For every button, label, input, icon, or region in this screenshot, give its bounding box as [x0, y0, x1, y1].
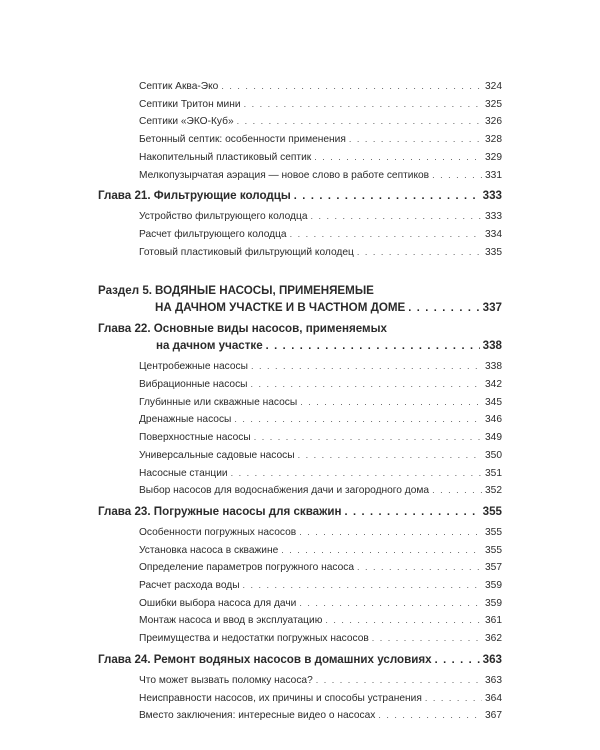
entry-page: 326 — [485, 116, 502, 128]
dot-leader — [294, 188, 480, 205]
chapter-title: Глава 23. Погружные насосы для скважин — [98, 504, 342, 518]
chapter-title: Глава 21. Фильтрующие колодцы — [98, 189, 291, 203]
toc-entry — [139, 559, 502, 577]
toc-entry — [139, 149, 502, 167]
section-title-line2: НА ДАЧНОМ УЧАСТКЕ И В ЧАСТНОМ ДОМЕ — [155, 301, 406, 315]
toc-entry — [139, 429, 502, 447]
dot-leader — [266, 338, 480, 355]
section-title-line1: ВОДЯНЫЕ НАСОСЫ, ПРИМЕНЯЕМЫЕ — [155, 284, 374, 298]
dot-leader — [290, 226, 482, 243]
dot-leader — [378, 707, 482, 724]
entry-page: 342 — [485, 379, 502, 391]
toc-entry — [139, 131, 502, 149]
entry-page: 351 — [485, 467, 502, 479]
entry-page: 359 — [485, 597, 502, 609]
chapter-23-heading — [98, 503, 502, 521]
toc-entry — [139, 167, 502, 185]
toc-entry — [139, 690, 502, 708]
entry-title: Ошибки выбора насоса для дачи — [139, 597, 297, 609]
entry-page: 352 — [485, 485, 502, 497]
entry-title: Насосные станции — [139, 467, 228, 479]
entry-title: Определение параметров погружного насоса — [139, 562, 355, 574]
entry-page: 324 — [485, 81, 502, 92]
dot-leader — [432, 482, 482, 499]
entry-page: 331 — [485, 169, 502, 181]
chapter-page: 338 — [482, 339, 502, 353]
entry-title: Септики Тритон мини — [139, 98, 241, 110]
section-page: 337 — [482, 301, 502, 315]
entry-page: 350 — [485, 449, 502, 461]
chapter-21-heading — [98, 187, 502, 205]
entry-title: Универсальные садовые насосы — [139, 449, 295, 461]
entry-page: 355 — [485, 526, 502, 538]
entry-title: Преимущества и недостатки погружных насосов — [139, 633, 369, 645]
chapter-page: 333 — [482, 189, 502, 203]
entry-title: Мелкопузырчатая аэрация — новое слово в работе септиков — [139, 169, 430, 181]
toc-group-septics — [98, 78, 502, 184]
dot-leader — [299, 524, 482, 541]
toc-entry — [139, 411, 502, 429]
entry-title: Что может вызвать поломку насоса? — [139, 674, 313, 686]
entry-title: Бетонный септик: особенности применения — [139, 134, 346, 146]
entry-page: 363 — [485, 674, 502, 686]
dot-leader — [310, 208, 482, 225]
toc-entry — [139, 394, 502, 412]
dot-leader — [243, 577, 482, 594]
chapter-page: 355 — [482, 504, 502, 518]
toc-entry — [139, 376, 502, 394]
entry-page: 367 — [485, 710, 502, 722]
entry-title: Расчет расхода воды — [139, 580, 240, 592]
dot-leader — [325, 612, 482, 629]
entry-page: 346 — [485, 414, 502, 426]
toc-entry — [139, 113, 502, 131]
dot-leader — [281, 542, 482, 559]
entry-title: Вместо заключения: интересные видео о насосах — [139, 710, 376, 722]
dot-leader — [237, 113, 482, 130]
entry-page: 362 — [485, 633, 502, 645]
entry-title: Дренажные насосы — [139, 414, 232, 426]
toc-entry — [139, 524, 502, 542]
toc-entry — [139, 630, 502, 648]
section-5-heading — [98, 282, 502, 317]
toc-entry — [139, 707, 502, 725]
entry-title: Накопительный пластиковый септик — [139, 151, 312, 163]
dot-leader — [314, 149, 482, 166]
entry-title: Устройство фильтрующего колодца — [139, 211, 308, 223]
dot-leader — [254, 429, 482, 446]
dot-leader — [244, 96, 482, 113]
entry-page: 359 — [485, 580, 502, 592]
dot-leader — [299, 595, 482, 612]
dot-leader — [432, 167, 482, 184]
entry-page: 364 — [485, 692, 502, 704]
dot-leader — [234, 411, 482, 428]
entry-title: Глубинные или скважные насосы — [139, 396, 298, 408]
dot-leader — [300, 394, 482, 411]
dot-leader — [251, 358, 482, 375]
dot-leader — [251, 376, 483, 393]
toc-entry — [139, 447, 502, 465]
chapter-24-heading — [98, 651, 502, 669]
dot-leader — [349, 131, 482, 148]
entry-title: Готовый пластиковый фильтрующий колодец — [139, 246, 354, 258]
entry-page: 328 — [485, 134, 502, 146]
chapter-22-heading — [98, 320, 502, 355]
dot-leader — [231, 465, 482, 482]
entry-page: 349 — [485, 432, 502, 444]
toc-entry — [139, 465, 502, 483]
toc-entry — [139, 542, 502, 560]
toc-entry — [139, 482, 502, 500]
chapter-title-line2: на дачном участке — [156, 339, 263, 353]
dot-leader — [408, 300, 479, 317]
entry-title: Расчет фильтрующего колодца — [139, 228, 287, 240]
entry-title: Центробежные насосы — [139, 361, 248, 373]
toc-entry — [139, 78, 502, 96]
dot-leader — [425, 690, 482, 707]
entry-page: 333 — [485, 211, 502, 223]
entry-title: Установка насоса в скважине — [139, 544, 279, 556]
section-label: Раздел 5. — [98, 284, 152, 298]
entry-page: 335 — [485, 246, 502, 258]
chapter-page: 363 — [482, 652, 502, 666]
entry-title: Септики «ЭКО-Куб» — [139, 116, 234, 128]
entry-title: Выбор насосов для водоснабжения дачи и загородного дома — [139, 485, 430, 497]
entry-page: 325 — [485, 98, 502, 110]
toc-group-submersible — [98, 524, 502, 648]
dot-leader — [372, 630, 482, 647]
toc-group-pump-types — [98, 358, 502, 500]
entry-title: Вибрационные насосы — [139, 379, 248, 391]
toc-entry — [139, 358, 502, 376]
toc-entry — [139, 672, 502, 690]
entry-page: 357 — [485, 562, 502, 574]
entry-page: 361 — [485, 615, 502, 627]
entry-page: 355 — [485, 544, 502, 556]
dot-leader — [316, 672, 482, 689]
toc-group-repair — [98, 672, 502, 725]
dot-leader — [435, 652, 480, 669]
entry-page: 329 — [485, 151, 502, 163]
toc-entry — [139, 226, 502, 244]
dot-leader — [344, 504, 479, 521]
toc-entry — [139, 577, 502, 595]
dot-leader — [357, 244, 482, 261]
entry-page: 334 — [485, 228, 502, 240]
toc-group-filter-wells — [98, 208, 502, 261]
entry-page: 338 — [485, 361, 502, 373]
chapter-title-line1: Глава 22. Основные виды насосов, применяемых — [98, 322, 387, 336]
entry-title: Неисправности насосов, их причины и способы устранения — [139, 692, 422, 704]
toc-entry — [139, 244, 502, 262]
toc-entry — [139, 96, 502, 114]
entry-title: Особенности погружных насосов — [139, 526, 297, 538]
dot-leader — [221, 78, 482, 95]
dot-leader — [357, 559, 482, 576]
entry-title: Монтаж насоса и ввод в эксплуатацию — [139, 615, 323, 627]
dot-leader — [298, 447, 482, 464]
entry-page: 345 — [485, 396, 502, 408]
toc-entry — [139, 612, 502, 630]
toc-entry — [139, 595, 502, 613]
table-of-contents — [98, 78, 502, 725]
entry-title: Поверхностные насосы — [139, 432, 251, 444]
entry-title: Септик Аква-Эко — [139, 81, 219, 92]
toc-entry — [139, 208, 502, 226]
chapter-title: Глава 24. Ремонт водяных насосов в домашних условиях — [98, 652, 432, 666]
